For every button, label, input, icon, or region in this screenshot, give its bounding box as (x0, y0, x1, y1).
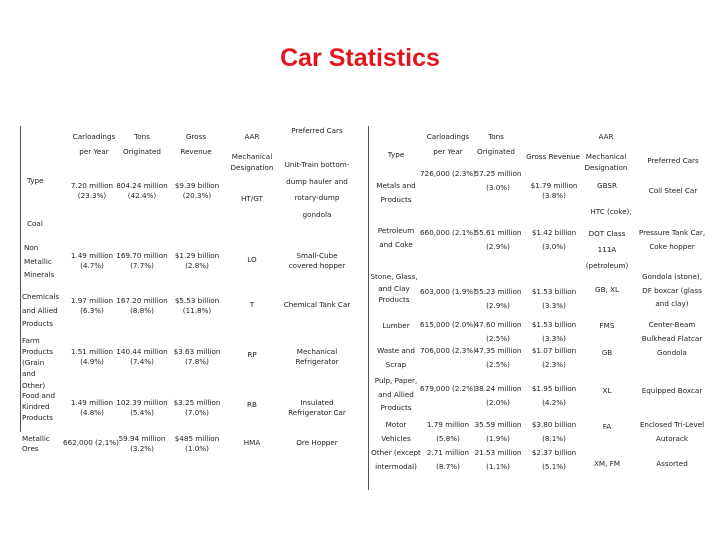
left-row-carloadings: 1.49 million (4.7%) (70, 251, 114, 271)
right-row-revenue: $2.37 billion (5.1%) (531, 448, 577, 471)
left-row-label: Food and Kindred Products (22, 391, 56, 423)
right-row-label: Lumber (382, 321, 410, 330)
left-row-revenue: $3.63 million (7.8%) (173, 347, 221, 367)
right-header-per-year: per Year (433, 147, 463, 156)
right-row-aar: DOT Class 111A (petroleum) (585, 229, 629, 270)
right-row-revenue: $1.53 billion (3.3%) (531, 320, 577, 343)
left-header-gross: Gross (185, 132, 207, 141)
right-row-carloadings: 1.79 million (5.8%) (426, 420, 470, 443)
left-row-preferred: Mechanical Refrigerator (295, 347, 339, 367)
right-header-gross-revenue: Gross Revenue (526, 152, 580, 161)
left-row-label: Non Metallic Minerals (24, 243, 55, 280)
left-row-tons: 169.70 million (7.7%) (116, 251, 168, 271)
right-row-label: Waste and Scrap (377, 346, 415, 369)
right-header-tons: Tons (488, 132, 504, 141)
left-row-revenue: $485 million (1.0%) (174, 434, 220, 454)
right-row-tons: 35.59 million (1.9%) (474, 420, 522, 443)
right-row-tons: 47.60 million (2.5%) (474, 320, 522, 343)
right-row-preferred: Assorted (656, 459, 688, 468)
right-row-aar: GBSR (597, 181, 617, 190)
left-row-preferred: Ore Hopper (296, 438, 338, 447)
left-header-preferred: Preferred Cars (291, 126, 343, 135)
right-row-aar: FMS (599, 321, 615, 330)
left-row-preferred: Chemical Tank Car (283, 300, 351, 309)
left-row-revenue: $1.29 billion (2.8%) (174, 251, 220, 271)
left-row-carloadings: 7.20 million (23.3%) (70, 181, 114, 201)
right-row-tons: 47.35 million (2.5%) (474, 346, 522, 369)
right-row-tons: 21.53 million (1.1%) (474, 448, 522, 471)
right-row-label: Motor Vehicles (381, 420, 411, 443)
left-row-revenue: $5.53 billion (11.8%) (174, 296, 220, 316)
right-htc-note: HTC (coke), (590, 207, 632, 216)
right-row-label: Other (except intermodal) (371, 448, 421, 471)
left-row-label: Coal (27, 219, 43, 228)
right-header-preferred: Preferred Cars (647, 156, 699, 165)
right-row-revenue: $1.42 billion (3.0%) (531, 228, 577, 251)
right-row-aar: GB, XL (595, 285, 619, 294)
right-row-revenue: $1.53 billion (3.3%) (531, 287, 577, 310)
left-row-carloadings: 662,000 (2.1%) (63, 438, 119, 447)
right-header-aar: AAR (598, 132, 614, 141)
left-row-preferred: Small-Cube covered hopper (288, 251, 346, 271)
left-header-designation: Designation (230, 163, 274, 172)
left-header-per-year: per Year (79, 147, 109, 156)
right-row-aar: FA (602, 422, 612, 431)
right-row-revenue: $1.95 billion (4.2%) (531, 384, 577, 407)
right-row-preferred: Equipped Boxcar (641, 386, 703, 395)
right-header-mechanical: Mechanical (585, 152, 627, 161)
right-row-carloadings: 603,000 (1.9%) (420, 287, 476, 296)
left-row-aar: HT/GT (241, 194, 263, 203)
right-row-carloadings: 2.71 million (8.7%) (426, 448, 470, 471)
right-header-designation: Designation (584, 163, 628, 172)
right-header-carloadings: Carloadings (426, 132, 470, 141)
page-title: Car Statistics (280, 44, 440, 72)
right-row-tons: 57.25 million (3.0%) (474, 169, 522, 192)
right-row-preferred: Pressure Tank Car, Coke hopper (638, 228, 706, 251)
left-row-revenue: $3.25 million (7.0%) (173, 398, 221, 418)
left-row-preferred: Unit-Train bottom-dump hauler and rotary-dump gondola (284, 160, 350, 219)
left-header-tons: Tons (134, 132, 150, 141)
left-row-tons: 59.94 million (3.2%) (118, 434, 166, 454)
left-row-label: Chemicals and Allied Products (22, 292, 60, 329)
right-row-label: Metals and Products (376, 181, 416, 204)
left-row-carloadings: 1.97 million (6.3%) (70, 296, 114, 316)
left-row-aar: HMA (243, 438, 261, 447)
right-row-preferred: Enclosed Tri-Level Autorack (639, 420, 705, 443)
right-header-originated: Originated (477, 147, 515, 156)
right-row-revenue: $3.80 billion (8.1%) (531, 420, 577, 443)
right-row-carloadings: 706,000 (2.3%) (420, 346, 476, 355)
left-header-aar: AAR (244, 132, 260, 141)
left-header-revenue: Revenue (180, 147, 212, 156)
right-row-carloadings: 615,000 (2.0%) (420, 320, 476, 329)
right-row-preferred: Center-Beam Bulkhead Flatcar (641, 320, 703, 343)
left-row-tons: 167.20 million (8.8%) (116, 296, 168, 316)
right-row-revenue: $1.79 million (3.8%) (530, 181, 578, 201)
left-row-aar: T (249, 300, 255, 309)
left-row-aar: RB (247, 400, 257, 409)
left-header-carloadings: Carloadings (72, 132, 116, 141)
right-row-tons: 38.24 million (2.0%) (474, 384, 522, 407)
left-row-carloadings: 1.51 million (4.9%) (70, 347, 114, 367)
right-row-label: Pulp, Paper, and Allied Products (374, 376, 418, 413)
left-row-label: Metallic Ores (22, 434, 50, 454)
right-row-preferred: Coil Steel Car (648, 186, 698, 195)
right-row-revenue: $1.07 billion (2.3%) (531, 346, 577, 369)
left-row-preferred: Insulated Refrigerator Car (288, 398, 346, 418)
right-header-type: Type (387, 150, 405, 159)
right-row-carloadings: 726,000 (2.3%) (420, 169, 476, 178)
right-row-tons: 55.61 million (2.9%) (474, 228, 522, 251)
left-row-carloadings: 1.49 million (4.8%) (70, 398, 114, 418)
right-row-carloadings: 660,000 (2.1%) (420, 228, 476, 237)
right-row-aar: GB (601, 348, 613, 357)
right-row-tons: 55.23 million (2.9%) (474, 287, 522, 310)
left-header-mechanical: Mechanical (231, 152, 273, 161)
left-header-originated: Originated (123, 147, 161, 156)
left-row-tons: 140.44 million (7.4%) (116, 347, 168, 367)
right-row-aar: XM, FM (593, 459, 621, 468)
left-row-tons: 102.39 million (5.4%) (116, 398, 168, 418)
right-row-label: Petroleum and Coke (377, 226, 415, 249)
left-row-tons: 804.24 million (42.4%) (116, 181, 168, 201)
right-row-carloadings: 679,000 (2.2%) (420, 384, 476, 393)
right-row-aar: XL (602, 386, 612, 395)
right-row-label: Stone, Glass, and Clay Products (370, 272, 418, 305)
left-header-type: Type (27, 176, 44, 185)
left-row-aar: LO (247, 255, 257, 264)
left-row-label: Farm Products (Grain and Other) (22, 336, 54, 390)
right-row-preferred: Gondola (stone), DF boxcar (glass and clay) (642, 272, 702, 309)
left-row-aar: RP (247, 350, 257, 359)
left-row-revenue: $9.39 billion (20.3%) (174, 181, 220, 201)
right-row-preferred: Gondola (657, 348, 687, 357)
